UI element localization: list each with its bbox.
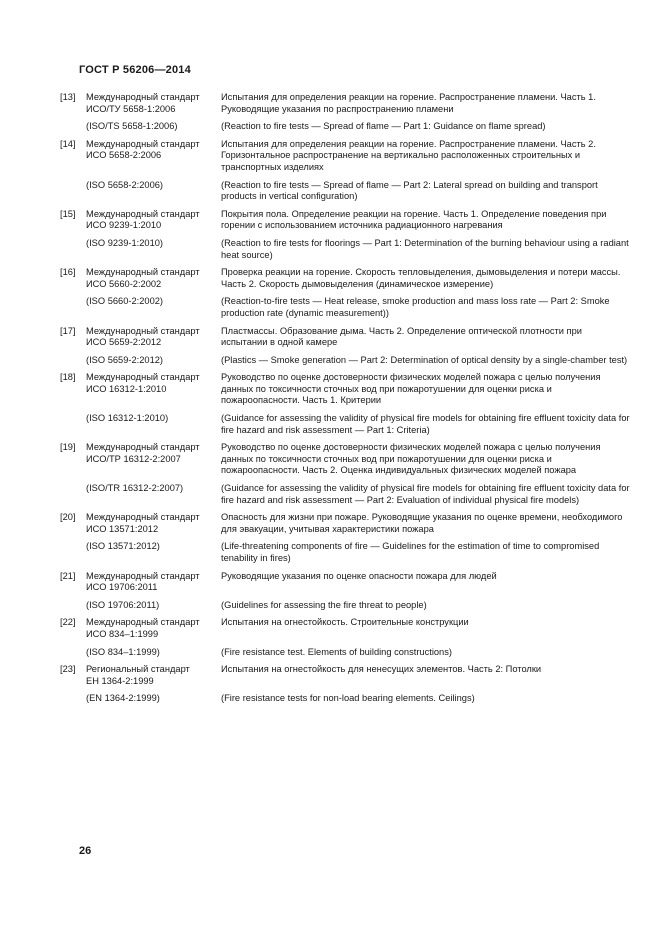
title-russian: Испытания для определения реакции на горение. Распространение пламени. Часть 2. Горизонтальное распространение на вертикально расположенных строительных и транспортных изделиях bbox=[221, 138, 596, 172]
national-standard-designation bbox=[86, 512, 221, 535]
title-english: (Reaction to fire tests for floorings — Part 1: Determination of the burning behaviour using a radiant heat source) bbox=[221, 237, 629, 260]
title-english: (Reaction-to-fire tests — Heat release, smoke production and mass loss rate — Part 2: Smoke production rate (dynamic measurement)) bbox=[221, 296, 610, 318]
entry-number: [16] bbox=[60, 267, 76, 278]
original-standard-code: (ISO/TR 16312-2:2007) bbox=[86, 483, 184, 494]
title-russian: Проверка реакции на горение. Скорость тепловыделения, дымовыделения и потери массы. Часть 2. Скорость дымовыделения (динамическое измерение) bbox=[221, 267, 621, 289]
title-english: (Fire resistance tests for non-load bearing elements. Ceilings) bbox=[221, 693, 475, 704]
bibliography-entry bbox=[60, 372, 630, 436]
entry-national-row bbox=[60, 442, 630, 477]
entry-national-row bbox=[60, 326, 630, 349]
national-standard-designation bbox=[86, 92, 221, 115]
entry-original-row bbox=[60, 600, 630, 612]
standard-code: ИСО 13571:2012 bbox=[86, 523, 159, 534]
original-standard-code: (ISO 5659-2:2012) bbox=[86, 354, 164, 365]
title-russian: Руководящие указания по оценке опасности пожара для людей bbox=[221, 570, 497, 581]
standard-type: Международный стандарт bbox=[86, 372, 200, 383]
standard-code: ИСО 834–1:1999 bbox=[86, 628, 159, 639]
title-russian: Пластмассы. Образование дыма. Часть 2. Определение оптической плотности при испытании в одной камере bbox=[221, 325, 582, 348]
entry-original-row bbox=[60, 413, 630, 436]
national-standard-designation bbox=[86, 326, 221, 349]
standard-code: ИСО/ТР 16312-2:2007 bbox=[86, 453, 181, 464]
bibliography-entry bbox=[60, 326, 630, 367]
original-standard-code: (ISO 5660-2:2002) bbox=[86, 296, 164, 307]
standard-code: ИСО 16312-1:2010 bbox=[86, 383, 167, 394]
entry-national-row bbox=[60, 372, 630, 407]
title-russian: Руководство по оценке достоверности физических моделей пожара с целью получения данных по токсичности сточных вод при пожаротушении для оценки риска и пожароопасности. Часть 2. Оценка индивидуальных физических моделей пожара bbox=[221, 442, 601, 476]
title-english: (Guidance for assessing the validity of physical fire models for obtaining fire effluent toxicity data for fire hazard and risk assessment — Part 1: Criteria) bbox=[221, 413, 630, 435]
entry-number: [19] bbox=[60, 442, 76, 453]
standard-code: ИСО 9239-1:2010 bbox=[86, 220, 162, 231]
original-standard-code: (ISO 9239-1:2010) bbox=[86, 237, 164, 248]
entry-original-row bbox=[60, 238, 630, 261]
standard-type: Международный стандарт bbox=[86, 92, 200, 102]
national-standard-designation bbox=[86, 267, 221, 290]
title-english: (Life-threatening components of fire — Guidelines for the estimation of time to compromised tenability in fires) bbox=[221, 541, 600, 563]
entry-number: [15] bbox=[60, 208, 76, 219]
bibliography-entry bbox=[60, 571, 630, 612]
title-russian: Испытания на огнестойкость. Строительные конструкции bbox=[221, 617, 469, 628]
title-english: (Plastics — Smoke generation — Part 2: Determination of optical density by a single-chamber test) bbox=[221, 354, 628, 365]
standard-type: Региональный стандарт bbox=[86, 664, 190, 675]
national-standard-designation bbox=[86, 617, 221, 640]
standard-code: ИСО 5660-2:2002 bbox=[86, 278, 162, 289]
entry-original-row bbox=[60, 355, 630, 367]
standard-type: Международный стандарт bbox=[86, 570, 200, 581]
standard-type: Международный стандарт bbox=[86, 442, 200, 453]
title-russian: Руководство по оценке достоверности физических моделей пожара с целью получения данных по токсичности сточных вод при пожаротушении для оценки риска и пожароопасности. Часть 1. Критерии bbox=[221, 372, 601, 406]
original-standard-code: (ISO 5658-2:2006) bbox=[86, 179, 164, 190]
national-standard-designation bbox=[86, 442, 221, 465]
original-standard-code: (EN 1364-2:1999) bbox=[86, 693, 160, 704]
standard-type: Международный стандарт bbox=[86, 138, 200, 149]
entry-number: [14] bbox=[60, 138, 76, 149]
standard-type: Международный стандарт bbox=[86, 267, 200, 278]
entry-original-row bbox=[60, 483, 630, 506]
standard-code: ИСО 19706:2011 bbox=[86, 582, 158, 593]
entry-national-row bbox=[60, 617, 630, 640]
national-standard-designation bbox=[86, 139, 221, 162]
original-standard-code: (ISO 19706:2011) bbox=[86, 599, 160, 610]
title-english: (Reaction to fire tests — Spread of flame — Part 1: Guidance on flame spread) bbox=[221, 121, 546, 132]
entry-number: [20] bbox=[60, 512, 76, 523]
entry-national-row bbox=[60, 267, 630, 290]
entry-original-row bbox=[60, 180, 630, 203]
bibliography-entry bbox=[60, 139, 630, 203]
page-number: 26 bbox=[79, 845, 92, 857]
title-english: (Guidelines for assessing the fire threat to people) bbox=[221, 599, 427, 610]
standard-type: Международный стандарт bbox=[86, 208, 200, 219]
entry-national-row bbox=[60, 512, 630, 535]
bibliography-entry bbox=[60, 664, 630, 705]
bibliography-list bbox=[60, 92, 630, 711]
bibliography-entry bbox=[60, 209, 630, 261]
original-standard-code: (ISO/TS 5658-1:2006) bbox=[86, 121, 178, 132]
standard-code: ИСО 5658-2:2006 bbox=[86, 150, 162, 161]
entry-national-row bbox=[60, 209, 630, 232]
entry-number: [18] bbox=[60, 372, 76, 383]
entry-number: [23] bbox=[60, 664, 76, 675]
title-russian: Испытания на огнестойкость для ненесущих элементов. Часть 2: Потолки bbox=[221, 664, 542, 675]
standard-code: ИСО/ТУ 5658-1:2006 bbox=[86, 103, 176, 114]
entry-number: [22] bbox=[60, 617, 76, 628]
national-standard-designation bbox=[86, 372, 221, 395]
national-standard-designation bbox=[86, 664, 221, 687]
title-russian: Испытания для определения реакции на горение. Распространение пламени. Часть 1. Руководящие указания по распространению пламени bbox=[221, 92, 596, 114]
entry-original-row bbox=[60, 541, 630, 564]
entry-original-row bbox=[60, 647, 630, 659]
document-header: ГОСТ Р 56206—2014 bbox=[79, 64, 191, 76]
entry-national-row bbox=[60, 92, 630, 115]
title-english: (Reaction to fire tests — Spread of flame — Part 2: Lateral spread on building and transport products in vertical configuration) bbox=[221, 179, 598, 202]
entry-national-row bbox=[60, 139, 630, 174]
entry-national-row bbox=[60, 571, 630, 594]
bibliography-entry bbox=[60, 442, 630, 506]
standard-code: ИСО 5659-2:2012 bbox=[86, 337, 162, 348]
bibliography-entry bbox=[60, 512, 630, 564]
standard-code: ЕН 1364-2:1999 bbox=[86, 675, 154, 686]
entry-national-row bbox=[60, 664, 630, 687]
title-russian: Покрытия пола. Определение реакции на горение. Часть 1. Определение поведения при горении с использованием источника радиационного нагревания bbox=[221, 208, 607, 231]
entry-number: [21] bbox=[60, 570, 76, 581]
title-russian: Опасность для жизни при пожаре. Руководящие указания по оценке времени, необходимого для эвакуации, учитывая характеристики пожара bbox=[221, 512, 623, 534]
entry-number: [17] bbox=[60, 325, 76, 336]
bibliography-entry bbox=[60, 267, 630, 319]
entry-original-row bbox=[60, 296, 630, 319]
entry-number: [13] bbox=[60, 92, 76, 102]
original-standard-code: (ISO 834–1:1999) bbox=[86, 646, 160, 657]
title-english: (Guidance for assessing the validity of physical fire models for obtaining fire effluent toxicity data for fire hazard and risk assessment — Part 2: Evaluation of individual physical fire models) bbox=[221, 483, 630, 505]
bibliography-entry bbox=[60, 617, 630, 658]
national-standard-designation bbox=[86, 571, 221, 594]
title-english: (Fire resistance test. Elements of building constructions) bbox=[221, 646, 452, 657]
standard-type: Международный стандарт bbox=[86, 617, 200, 628]
entry-original-row bbox=[60, 693, 630, 705]
bibliography-entry bbox=[60, 92, 630, 133]
original-standard-code: (ISO 16312-1:2010) bbox=[86, 413, 169, 424]
standard-type: Международный стандарт bbox=[86, 325, 200, 336]
original-standard-code: (ISO 13571:2012) bbox=[86, 541, 160, 552]
national-standard-designation bbox=[86, 209, 221, 232]
standard-type: Международный стандарт bbox=[86, 512, 200, 523]
entry-original-row bbox=[60, 121, 630, 133]
